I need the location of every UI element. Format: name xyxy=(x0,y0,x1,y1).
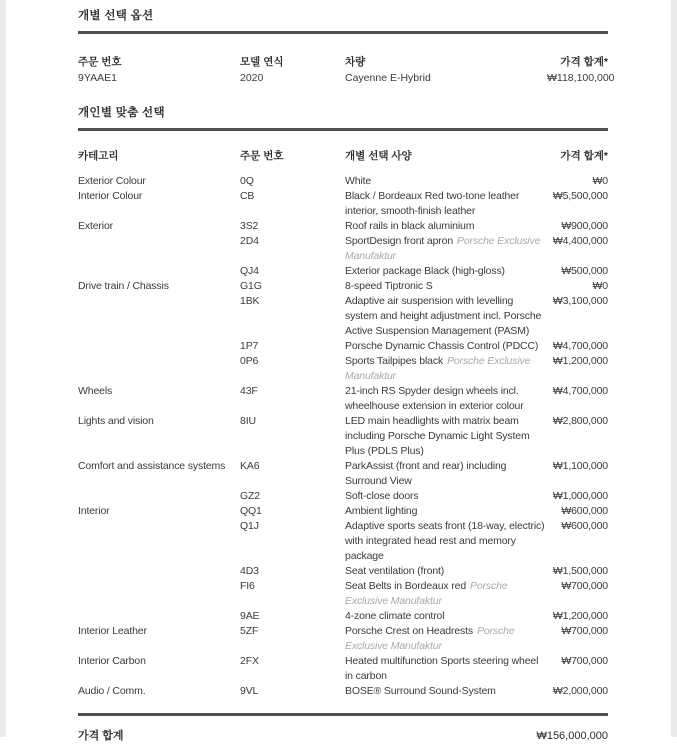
option-price: ₩4,700,000 xyxy=(552,385,608,397)
order-summary-header-row xyxy=(78,54,608,70)
option-row xyxy=(78,189,608,219)
options-table-header-row xyxy=(78,149,608,164)
option-order-code: 1P7 xyxy=(240,340,259,352)
option-description xyxy=(345,279,547,294)
option-row xyxy=(78,624,608,654)
option-category: Interior Carbon xyxy=(78,655,146,667)
option-price: ₩2,000,000 xyxy=(552,685,608,697)
option-description xyxy=(345,384,547,414)
option-category: Audio / Comm. xyxy=(78,685,146,697)
option-row xyxy=(78,654,608,684)
option-price: ₩0 xyxy=(592,175,608,187)
option-price: ₩1,200,000 xyxy=(552,610,608,622)
price-total-header: 가격 합계* xyxy=(560,56,608,68)
option-description-text: Porsche Crest on Headrests xyxy=(345,625,473,637)
option-price: ₩700,000 xyxy=(561,580,608,592)
option-description-text: Black / Bordeaux Red two-tone leather interior, smooth-finish leather xyxy=(345,190,520,217)
option-order-code: Q1J xyxy=(240,520,259,532)
options-table-body xyxy=(78,174,608,699)
option-category xyxy=(78,294,240,339)
option-description-text: BOSE® Surround Sound-System xyxy=(345,685,496,697)
option-description xyxy=(345,489,547,504)
selected-spec-header: 개별 선택 사양 xyxy=(345,150,412,162)
option-row xyxy=(78,684,608,699)
option-order-code: 9VL xyxy=(240,685,259,697)
option-category: Interior Leather xyxy=(78,625,147,637)
option-category xyxy=(78,609,240,624)
model-year-header: 모델 연식 xyxy=(240,56,284,68)
model-year-value: 2020 xyxy=(240,72,264,84)
option-price: ₩600,000 xyxy=(561,520,608,532)
option-description xyxy=(345,189,547,219)
option-row xyxy=(78,459,608,489)
option-description-text: Ambient lighting xyxy=(345,505,418,517)
option-price: ₩600,000 xyxy=(561,505,608,517)
option-category: Interior xyxy=(78,505,110,517)
order-number-value: 9YAAE1 xyxy=(78,72,117,84)
option-category xyxy=(78,564,240,579)
option-row xyxy=(78,579,608,609)
option-order-code: 2D4 xyxy=(240,235,259,247)
option-category xyxy=(78,339,240,354)
option-price: ₩500,000 xyxy=(561,265,608,277)
option-price: ₩5,500,000 xyxy=(552,190,608,202)
option-order-code: FI6 xyxy=(240,580,255,592)
category-header: 카테고리 xyxy=(78,150,119,162)
order-number-header: 주문 번호 xyxy=(78,56,122,68)
option-description-text: ParkAssist (front and rear) including Surround View xyxy=(345,460,507,487)
option-description xyxy=(345,339,547,354)
option-description-text: Seat ventilation (front) xyxy=(345,565,445,577)
option-order-code: 43F xyxy=(240,385,258,397)
option-category: Interior Colour xyxy=(78,190,143,202)
option-description-text: Adaptive air suspension with levelling system and height adjustment incl. Porsche Active Suspension Management (PASM) xyxy=(345,295,542,337)
option-description xyxy=(345,504,547,519)
option-description xyxy=(345,609,547,624)
option-price: ₩2,800,000 xyxy=(552,415,608,427)
option-description-text: Soft-close doors xyxy=(345,490,419,502)
option-row xyxy=(78,519,608,564)
section-individual-options xyxy=(78,9,615,86)
option-order-code: 5ZF xyxy=(240,625,259,637)
section-divider xyxy=(78,31,608,34)
page-edge-right xyxy=(671,0,677,737)
option-order-code: GZ2 xyxy=(240,490,260,502)
option-category: Exterior Colour xyxy=(78,175,146,187)
option-order-code: 0P6 xyxy=(240,355,259,367)
option-description xyxy=(345,624,547,654)
option-row xyxy=(78,219,608,234)
price-total-header: 가격 합계* xyxy=(560,150,608,162)
option-category xyxy=(78,579,240,609)
option-description xyxy=(345,654,547,684)
option-description xyxy=(345,684,547,699)
option-row xyxy=(78,264,608,279)
option-price: ₩4,400,000 xyxy=(552,235,608,247)
exclusive-manufaktur-label: Porsche Exclusive Manufaktur xyxy=(345,235,541,262)
option-description-text: 21-inch RS Spyder design wheels incl. wheelhouse extension in exterior colour xyxy=(345,385,524,412)
option-description xyxy=(345,174,547,189)
option-order-code: 1BK xyxy=(240,295,260,307)
option-price: ₩0 xyxy=(592,280,608,292)
option-order-code: 4D3 xyxy=(240,565,259,577)
grand-total-value: ₩156,000,000 xyxy=(536,730,608,742)
option-description xyxy=(345,564,547,579)
option-category xyxy=(78,519,240,564)
option-order-code: 9AE xyxy=(240,610,260,622)
option-description-text: Exterior package Black (high-gloss) xyxy=(345,265,505,277)
option-order-code: 2FX xyxy=(240,655,259,667)
grand-total-section xyxy=(78,713,608,744)
footer-divider xyxy=(78,713,608,716)
option-order-code: 8IU xyxy=(240,415,256,427)
option-price: ₩700,000 xyxy=(561,655,608,667)
option-order-code: QQ1 xyxy=(240,505,262,517)
option-order-code: 3S2 xyxy=(240,220,259,232)
option-row xyxy=(78,234,608,264)
option-row xyxy=(78,339,608,354)
option-row xyxy=(78,294,608,339)
option-price: ₩3,100,000 xyxy=(552,295,608,307)
individual-options-title: 개별 선택 옵션 xyxy=(78,10,154,22)
vehicle-value: Cayenne E-Hybrid xyxy=(345,72,431,84)
option-description-text: Roof rails in black aluminium xyxy=(345,220,475,232)
order-number-header: 주문 번호 xyxy=(240,150,284,162)
option-description-text: Porsche Dynamic Chassis Control (PDCC) xyxy=(345,340,539,352)
price-total-value: ₩118,100,000 xyxy=(547,72,615,84)
option-category xyxy=(78,354,240,384)
grand-total-row xyxy=(78,728,608,744)
option-price: ₩1,000,000 xyxy=(552,490,608,502)
page-edge-left xyxy=(0,0,6,737)
option-description xyxy=(345,234,547,264)
option-price: ₩700,000 xyxy=(561,625,608,637)
option-description xyxy=(345,294,547,339)
option-row xyxy=(78,609,608,624)
option-category: Drive train / Chassis xyxy=(78,280,169,292)
option-category xyxy=(78,264,240,279)
option-description xyxy=(345,519,547,564)
option-description xyxy=(345,219,547,234)
option-category: Exterior xyxy=(78,220,113,232)
option-row xyxy=(78,279,608,294)
order-summary-row xyxy=(78,70,615,86)
personal-selection-title: 개인별 맞춤 선택 xyxy=(78,107,165,119)
option-description xyxy=(345,579,547,609)
option-description xyxy=(345,414,547,459)
exclusive-manufaktur-label: Porsche Exclusive Manufaktur xyxy=(345,580,508,607)
option-description-text: 4-zone climate control xyxy=(345,610,445,622)
option-order-code: QJ4 xyxy=(240,265,259,277)
option-description-text: SportDesign front apron xyxy=(345,235,454,247)
option-description-text: Adaptive sports seats front (18-way, electric) with integrated head rest and memory package xyxy=(345,520,545,562)
option-order-code: G1G xyxy=(240,280,262,292)
option-category: Comfort and assistance systems xyxy=(78,460,226,472)
option-category: Wheels xyxy=(78,385,113,397)
section-personal-selection xyxy=(78,106,608,699)
vehicle-header: 차량 xyxy=(345,56,366,68)
option-description xyxy=(345,354,547,384)
option-category xyxy=(78,489,240,504)
option-description xyxy=(345,459,547,489)
option-price: ₩1,100,000 xyxy=(552,460,608,472)
section-divider xyxy=(78,128,608,131)
option-row xyxy=(78,489,608,504)
option-category: Lights and vision xyxy=(78,415,154,427)
option-description-text: 8-speed Tiptronic S xyxy=(345,280,433,292)
option-row xyxy=(78,384,608,414)
option-row xyxy=(78,414,608,459)
option-price: ₩1,500,000 xyxy=(552,565,608,577)
option-category xyxy=(78,234,240,264)
option-description-text: Seat Belts in Bordeaux red xyxy=(345,580,467,592)
option-price: ₩900,000 xyxy=(561,220,608,232)
exclusive-manufaktur-label: Porsche Exclusive Manufaktur xyxy=(345,355,531,382)
option-order-code: 0Q xyxy=(240,175,254,187)
option-row xyxy=(78,354,608,384)
option-price: ₩1,200,000 xyxy=(552,355,608,367)
option-description-text: White xyxy=(345,175,372,187)
option-row xyxy=(78,174,608,189)
grand-total-label: 가격 합계 xyxy=(78,730,124,742)
option-order-code: CB xyxy=(240,190,255,202)
option-description xyxy=(345,264,547,279)
exclusive-manufaktur-label: Porsche Exclusive Manufaktur xyxy=(345,625,515,652)
option-order-code: KA6 xyxy=(240,460,260,472)
option-row xyxy=(78,504,608,519)
option-description-text: Sports Tailpipes black xyxy=(345,355,444,367)
option-description-text: Heated multifunction Sports steering wheel in carbon xyxy=(345,655,539,682)
option-description-text: LED main headlights with matrix beam including Porsche Dynamic Light System Plus (PDLS Plus) xyxy=(345,415,530,457)
option-price: ₩4,700,000 xyxy=(552,340,608,352)
option-row xyxy=(78,564,608,579)
